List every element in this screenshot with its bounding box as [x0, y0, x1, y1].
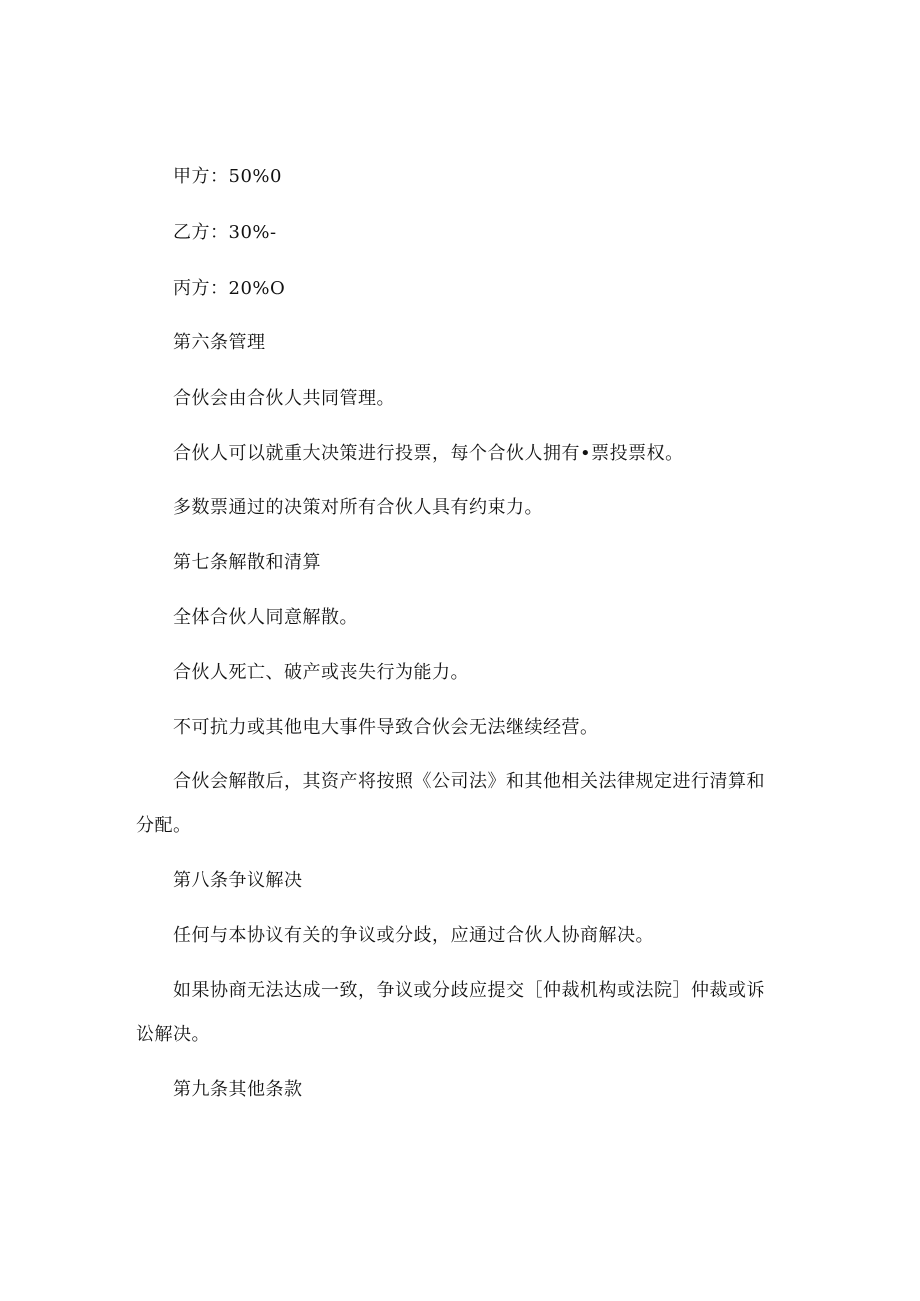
paragraph-line: 合伙会解散后，其资产将按照《公司法》和其他相关法律规定进行清算和	[173, 771, 765, 792]
paragraph-line-continuation: 分配。	[136, 815, 192, 836]
paragraph-line: 合伙人可以就重大决策进行投票，每个合伙人拥有•票投票权。	[173, 443, 684, 464]
section-heading-article-8: 第八条争议解决	[173, 870, 303, 891]
paragraph-line: 如果协商无法达成一致，争议或分歧应提交［仲裁机构或法院］仲裁或诉	[173, 980, 765, 1001]
section-heading-article-7: 第七条解散和清算	[173, 552, 321, 573]
paragraph-line: 合伙人死亡、破产或丧失行为能力。	[173, 662, 469, 683]
paragraph-line: 不可抗力或其他电大事件导致合伙会无法继续经营。	[173, 717, 599, 738]
section-heading-article-6: 第六条管理	[173, 332, 266, 353]
paragraph-line: 任何与本协议有关的争议或分歧，应通过合伙人协商解决。	[173, 925, 654, 946]
share-line-party-a: 甲方：50%0	[173, 166, 282, 187]
paragraph-line-continuation: 讼解决。	[136, 1024, 210, 1045]
share-line-party-b: 乙方：30%-	[173, 222, 277, 243]
paragraph-line: 合伙会由合伙人共同管理。	[173, 388, 395, 409]
section-heading-article-9: 第九条其他条款	[173, 1079, 303, 1100]
paragraph-line: 全体合伙人同意解散。	[173, 607, 358, 628]
share-line-party-c: 丙方：20%O	[173, 278, 286, 299]
paragraph-line: 多数票通过的决策对所有合伙人具有约束力。	[173, 497, 543, 518]
